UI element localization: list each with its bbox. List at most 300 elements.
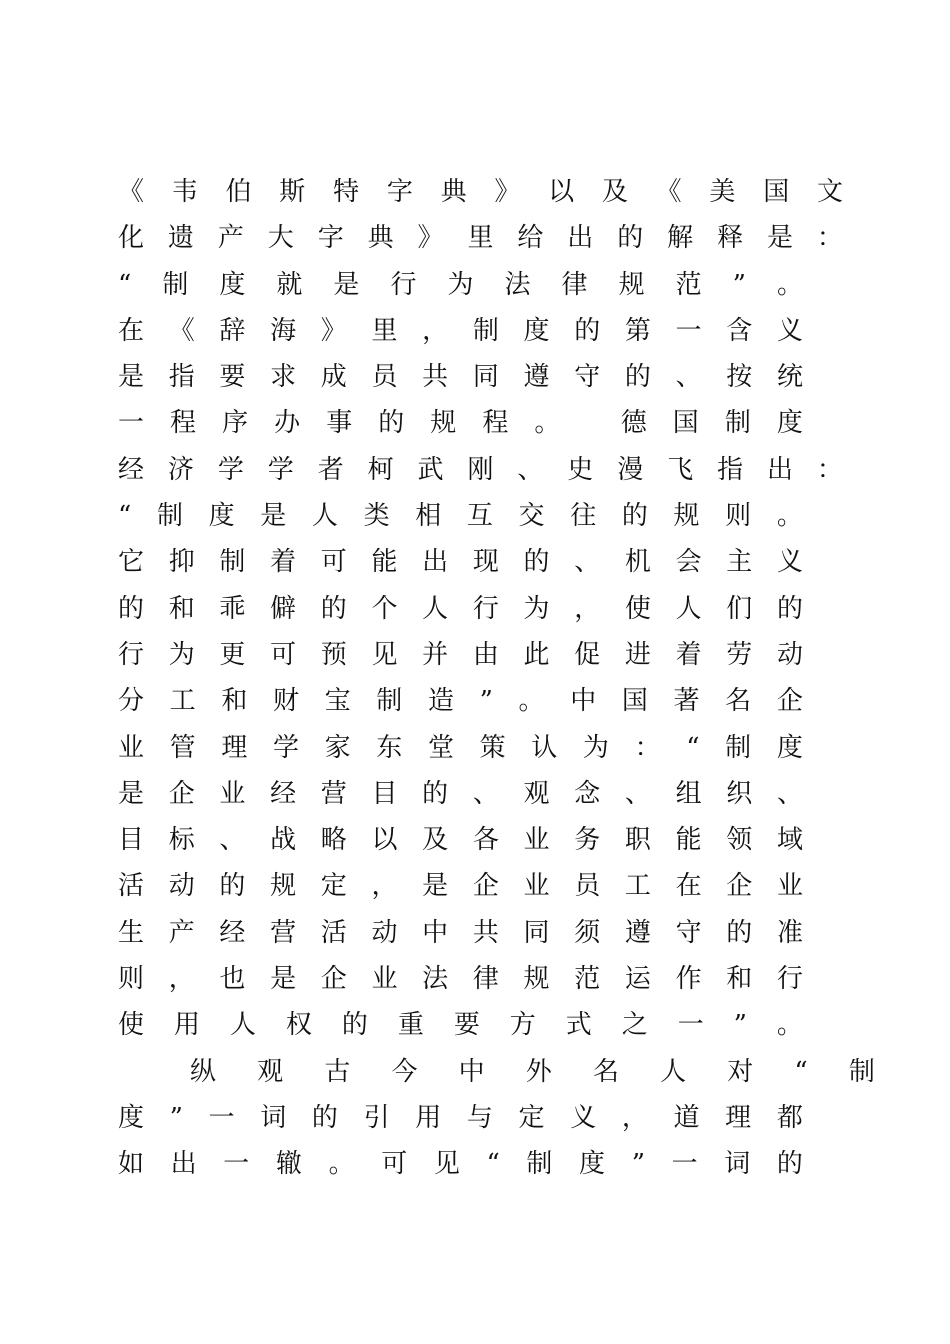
text-char: 一	[223, 1149, 250, 1180]
text-char: 的	[617, 223, 644, 254]
text-char: 柯	[367, 454, 394, 485]
text-char: 度	[523, 315, 550, 346]
text-char: 律	[472, 964, 499, 995]
text-line	[118, 354, 803, 400]
text-char: 成	[320, 362, 347, 393]
text-char: 律	[561, 269, 588, 300]
text-char: 式	[565, 1010, 592, 1041]
text-char: 度	[776, 408, 803, 439]
text-char: 法	[422, 964, 449, 995]
text-char: ，	[371, 871, 398, 902]
text-char: 求	[270, 362, 297, 393]
text-char: 也	[219, 964, 246, 995]
text-line	[118, 447, 843, 493]
text-char: 一	[671, 1149, 698, 1180]
text-char: 《	[655, 177, 682, 207]
text-char: 制	[472, 315, 499, 346]
text-char: 就	[276, 269, 303, 300]
text-char: 营	[270, 917, 297, 948]
text-char: 宝	[324, 686, 351, 717]
text-line	[118, 1002, 803, 1048]
text-char: 着	[675, 639, 702, 670]
text-char: 规	[270, 871, 297, 902]
text-char: 标	[168, 825, 195, 856]
text-char: 序	[222, 408, 249, 439]
text-char: 的	[118, 593, 145, 624]
text-char: ”	[479, 686, 493, 717]
text-char: 要	[219, 362, 246, 393]
text-char	[586, 400, 594, 446]
text-char: 名	[592, 1056, 619, 1087]
text-char: 业	[776, 871, 803, 902]
text-char: 目	[118, 825, 145, 856]
text-char: 法	[504, 269, 531, 300]
text-char: 《	[118, 177, 145, 207]
text-line	[118, 215, 843, 261]
text-char: 规	[618, 269, 645, 300]
text-char: 是	[422, 871, 449, 902]
text-char: 和	[726, 964, 753, 995]
text-char: 和	[168, 593, 195, 624]
text-char: 更	[219, 639, 246, 670]
text-char: 务	[574, 825, 601, 856]
text-char: 典	[440, 177, 467, 207]
text-char: 《	[168, 315, 195, 346]
text-char: 劳	[726, 639, 753, 670]
text-char: 它	[118, 547, 145, 578]
text-char: 经	[118, 454, 145, 485]
text-char: 义	[570, 1102, 597, 1133]
text-char: 为	[447, 269, 474, 300]
text-char: 引	[363, 1102, 390, 1133]
text-char: 使	[118, 1010, 145, 1041]
text-char: 海	[270, 315, 297, 346]
text-char: 纵	[190, 1056, 217, 1087]
text-char: 抑	[168, 547, 195, 578]
text-char: 典	[367, 223, 394, 254]
text-char: 的	[624, 362, 651, 393]
text-char: 与	[466, 1102, 493, 1133]
text-char: 、	[675, 362, 702, 393]
text-char: 会	[675, 547, 702, 578]
text-char: 学	[272, 732, 299, 763]
text-char: 员	[574, 871, 601, 902]
text-char: ：	[816, 454, 843, 485]
text-char: 则	[118, 964, 145, 995]
text-char: 、	[776, 778, 803, 809]
text-char: 略	[320, 825, 347, 856]
text-char: 度	[208, 501, 235, 532]
text-char: 一	[677, 1010, 704, 1041]
text-char: 使	[624, 593, 651, 624]
text-char: 家	[324, 732, 351, 763]
text-char: 。	[534, 408, 561, 439]
text-char: 在	[675, 871, 702, 902]
text-char: 制	[848, 1056, 875, 1087]
text-char: 解	[667, 223, 694, 254]
text-char: 。	[776, 501, 803, 532]
text-char: 是	[260, 501, 287, 532]
text-line	[118, 493, 803, 539]
text-char: 飞	[667, 454, 694, 485]
text-char: 动	[776, 639, 803, 670]
text-char: 伯	[225, 177, 252, 207]
text-char: 的	[726, 917, 753, 948]
text-char: 行	[472, 593, 499, 624]
text-char: 行	[118, 639, 145, 670]
text-char: 美	[709, 177, 736, 207]
text-char: 度	[776, 732, 803, 763]
text-char: 济	[167, 454, 194, 485]
text-char: 文	[816, 177, 843, 207]
text-char: 》	[417, 223, 444, 254]
text-char: 职	[624, 825, 651, 856]
text-char: 遵	[523, 362, 550, 393]
text-char: “	[686, 732, 700, 763]
text-char: 领	[726, 825, 753, 856]
text-char: 里	[371, 315, 398, 346]
text-char: 外	[525, 1056, 552, 1087]
text-char: 对	[727, 1056, 754, 1087]
text-char: 理	[221, 732, 248, 763]
text-char: “	[118, 269, 132, 300]
text-char: 的	[320, 593, 347, 624]
text-char: 为	[582, 732, 609, 763]
text-char: 方	[509, 1010, 536, 1041]
text-char: 观	[523, 778, 550, 809]
text-char: 同	[523, 917, 550, 948]
text-char: 第	[624, 315, 651, 346]
text-char: 能	[675, 825, 702, 856]
text-char: 须	[574, 917, 601, 948]
text-char: 生	[118, 917, 145, 948]
text-char: 、	[219, 825, 246, 856]
text-char: 并	[422, 639, 449, 670]
text-char: 程	[170, 408, 197, 439]
text-char: ：	[816, 223, 843, 254]
text-char: 学	[217, 454, 244, 485]
text-char: 业	[523, 825, 550, 856]
text-char: 范	[675, 269, 702, 300]
text-char: 的	[219, 871, 246, 902]
text-char: 工	[624, 871, 651, 902]
text-char: 是	[333, 269, 360, 300]
text-char: 道	[673, 1102, 700, 1133]
text-char: 类	[363, 501, 390, 532]
text-char: 释	[717, 223, 744, 254]
text-char: 产	[217, 223, 244, 254]
text-char: 度	[579, 1149, 606, 1180]
text-char: 国	[621, 686, 648, 717]
text-char: 的	[422, 778, 449, 809]
text-char: 着	[270, 547, 297, 578]
text-char: 业	[118, 732, 145, 763]
text-char: 》	[494, 177, 521, 207]
text-char: 企	[472, 871, 499, 902]
text-char: ：	[634, 732, 661, 763]
text-char: 和	[221, 686, 248, 717]
text-char: 特	[333, 177, 360, 207]
text-char: 一	[675, 315, 702, 346]
text-char: 行	[390, 269, 417, 300]
text-char: 中	[422, 917, 449, 948]
text-char: 预	[320, 639, 347, 670]
text-char: 念	[574, 778, 601, 809]
text-char: 一	[208, 1102, 235, 1133]
text-char: 业	[219, 778, 246, 809]
text-char: 员	[371, 362, 398, 393]
text-line	[118, 910, 803, 956]
text-char: 活	[118, 871, 145, 902]
text-char: 词	[260, 1102, 287, 1133]
text-char: 是	[270, 964, 297, 995]
text-char: ，	[422, 315, 449, 346]
text-line	[118, 400, 803, 446]
text-char: 今	[391, 1056, 418, 1087]
text-line	[118, 817, 803, 863]
text-char: 规	[673, 501, 700, 532]
text-char: ”	[732, 269, 746, 300]
text-char: 的	[621, 501, 648, 532]
text-char: ”	[733, 1010, 747, 1041]
text-char: 业	[371, 964, 398, 995]
text-char: 制	[526, 1149, 553, 1180]
text-char: 是	[118, 362, 145, 393]
text-char: 的	[311, 1102, 338, 1133]
text-char: 可	[320, 547, 347, 578]
text-char: 辙	[275, 1149, 302, 1180]
text-char: 管	[169, 732, 196, 763]
text-char: 行	[776, 964, 803, 995]
text-line	[118, 1095, 803, 1141]
text-char: 给	[517, 223, 544, 254]
text-line	[118, 1141, 803, 1187]
text-char: 人	[311, 501, 338, 532]
text-line	[118, 169, 843, 215]
text-char: 、	[574, 547, 601, 578]
text-char: 东	[376, 732, 403, 763]
text-char: 的	[776, 1149, 803, 1180]
text-char: 织	[726, 778, 753, 809]
text-char: 各	[472, 825, 499, 856]
text-char: 度	[118, 1102, 145, 1133]
text-char: 指	[717, 454, 744, 485]
text-char: 者	[317, 454, 344, 485]
text-char: 经	[219, 917, 246, 948]
text-char: 僻	[270, 593, 297, 624]
text-char: 要	[453, 1010, 480, 1041]
text-line	[118, 1049, 875, 1095]
text-char: 见	[433, 1149, 460, 1180]
text-char: 遗	[167, 223, 194, 254]
text-char: 一	[118, 408, 145, 439]
text-char: 出	[170, 1149, 197, 1180]
text-char: 主	[726, 547, 753, 578]
text-char: 的	[574, 315, 601, 346]
text-char: 的	[523, 547, 550, 578]
text-char: 进	[624, 639, 651, 670]
text-char: 权	[285, 1010, 312, 1041]
text-char: 国	[763, 177, 790, 207]
text-char: 及	[601, 177, 628, 207]
text-char: 、	[517, 454, 544, 485]
text-char: 造	[427, 686, 454, 717]
text-char: “	[118, 501, 132, 532]
text-char: 交	[518, 501, 545, 532]
text-char: 用	[415, 1102, 442, 1133]
text-char: 共	[472, 917, 499, 948]
text-char: 人	[660, 1056, 687, 1087]
text-char: 指	[168, 362, 195, 393]
text-char: 。	[776, 269, 803, 300]
text-char: 在	[118, 315, 145, 346]
text-char: 乖	[219, 593, 246, 624]
text-char: 能	[371, 547, 398, 578]
text-char: 重	[397, 1010, 424, 1041]
text-char: 现	[472, 547, 499, 578]
text-char: 人	[229, 1010, 256, 1041]
text-char: 。	[328, 1149, 355, 1180]
text-char: 制	[162, 269, 189, 300]
text-char: 古	[324, 1056, 351, 1087]
text-char: 都	[776, 1102, 803, 1133]
text-line	[118, 586, 803, 632]
text-char: 如	[118, 1149, 145, 1180]
text-char: 规	[523, 964, 550, 995]
text-char: 以	[548, 177, 575, 207]
text-char: 中	[570, 686, 597, 717]
text-char: 的	[378, 408, 405, 439]
text-char: 。	[518, 686, 545, 717]
text-char: 办	[274, 408, 301, 439]
text-char: 作	[675, 964, 702, 995]
text-char: 活	[320, 917, 347, 948]
text-char: 里	[467, 223, 494, 254]
text-char: 范	[574, 964, 601, 995]
text-char: 、	[624, 778, 651, 809]
text-char: 相	[415, 501, 442, 532]
body-text	[118, 169, 875, 1188]
text-char: 是	[118, 778, 145, 809]
text-char: 经	[270, 778, 297, 809]
text-char: 个	[371, 593, 398, 624]
text-char: 制	[724, 408, 751, 439]
text-char: 营	[320, 778, 347, 809]
text-line	[118, 308, 803, 354]
text-char: 以	[371, 825, 398, 856]
text-char: 同	[472, 362, 499, 393]
text-char: 互	[466, 501, 493, 532]
text-char: 促	[574, 639, 601, 670]
text-char: 词	[724, 1149, 751, 1180]
text-char: 目	[371, 778, 398, 809]
text-line	[118, 632, 803, 678]
text-char: 往	[570, 501, 597, 532]
text-char: 出	[422, 547, 449, 578]
text-char: 及	[422, 825, 449, 856]
text-char: 运	[624, 964, 651, 995]
text-char: 是	[766, 223, 793, 254]
text-char: 认	[531, 732, 558, 763]
text-char: ”	[631, 1149, 645, 1180]
text-char: 则	[725, 501, 752, 532]
text-char: 域	[776, 825, 803, 856]
text-char: 策	[479, 732, 506, 763]
text-char: 可	[270, 639, 297, 670]
text-char: 可	[381, 1149, 408, 1180]
text-char: 守	[675, 917, 702, 948]
text-char: 。	[776, 1010, 803, 1041]
text-char: “	[794, 1056, 808, 1087]
text-line	[118, 262, 803, 308]
text-char: 出	[567, 223, 594, 254]
text-char: 由	[472, 639, 499, 670]
text-char: 为	[523, 593, 550, 624]
text-char: 守	[574, 362, 601, 393]
text-char: 战	[270, 825, 297, 856]
text-char: 观	[257, 1056, 284, 1087]
text-char: 学	[267, 454, 294, 485]
text-line	[118, 956, 803, 1002]
text-char: ，	[621, 1102, 648, 1133]
text-char: 定	[518, 1102, 545, 1133]
text-char: 的	[341, 1010, 368, 1041]
text-char: 规	[430, 408, 457, 439]
text-line	[118, 539, 803, 585]
text-char: 史	[567, 454, 594, 485]
text-char: 字	[317, 223, 344, 254]
text-char: 程	[482, 408, 509, 439]
text-char: 中	[458, 1056, 485, 1087]
text-line	[118, 678, 803, 724]
text-char: 制	[156, 501, 183, 532]
text-char: 著	[673, 686, 700, 717]
text-char: ”	[169, 1102, 183, 1133]
text-char: 辞	[219, 315, 246, 346]
text-char: 企	[168, 778, 195, 809]
text-char: “	[486, 1149, 500, 1180]
text-char: 此	[523, 639, 550, 670]
text-char: 见	[371, 639, 398, 670]
text-char: 化	[118, 223, 145, 254]
text-char: 统	[776, 362, 803, 393]
text-char: 用	[173, 1010, 200, 1041]
text-char: 名	[725, 686, 752, 717]
text-char: 企	[726, 871, 753, 902]
text-char: 含	[726, 315, 753, 346]
text-char: 产	[168, 917, 195, 948]
text-char: 制	[376, 686, 403, 717]
text-line	[118, 771, 803, 817]
text-char: ，	[168, 964, 195, 995]
text-char: 机	[624, 547, 651, 578]
text-char: 的	[776, 593, 803, 624]
text-char: 韦	[171, 177, 198, 207]
text-char: 义	[776, 315, 803, 346]
text-char: 武	[417, 454, 444, 485]
text-char: 》	[320, 315, 347, 346]
text-char: 斯	[279, 177, 306, 207]
text-char: 组	[675, 778, 702, 809]
text-line	[118, 725, 803, 771]
text-char: 业	[523, 871, 550, 902]
text-char: 定	[320, 871, 347, 902]
text-char: 字	[386, 177, 413, 207]
text-char: 动	[168, 871, 195, 902]
text-char: 准	[776, 917, 803, 948]
text-char: 们	[726, 593, 753, 624]
text-char: 动	[371, 917, 398, 948]
